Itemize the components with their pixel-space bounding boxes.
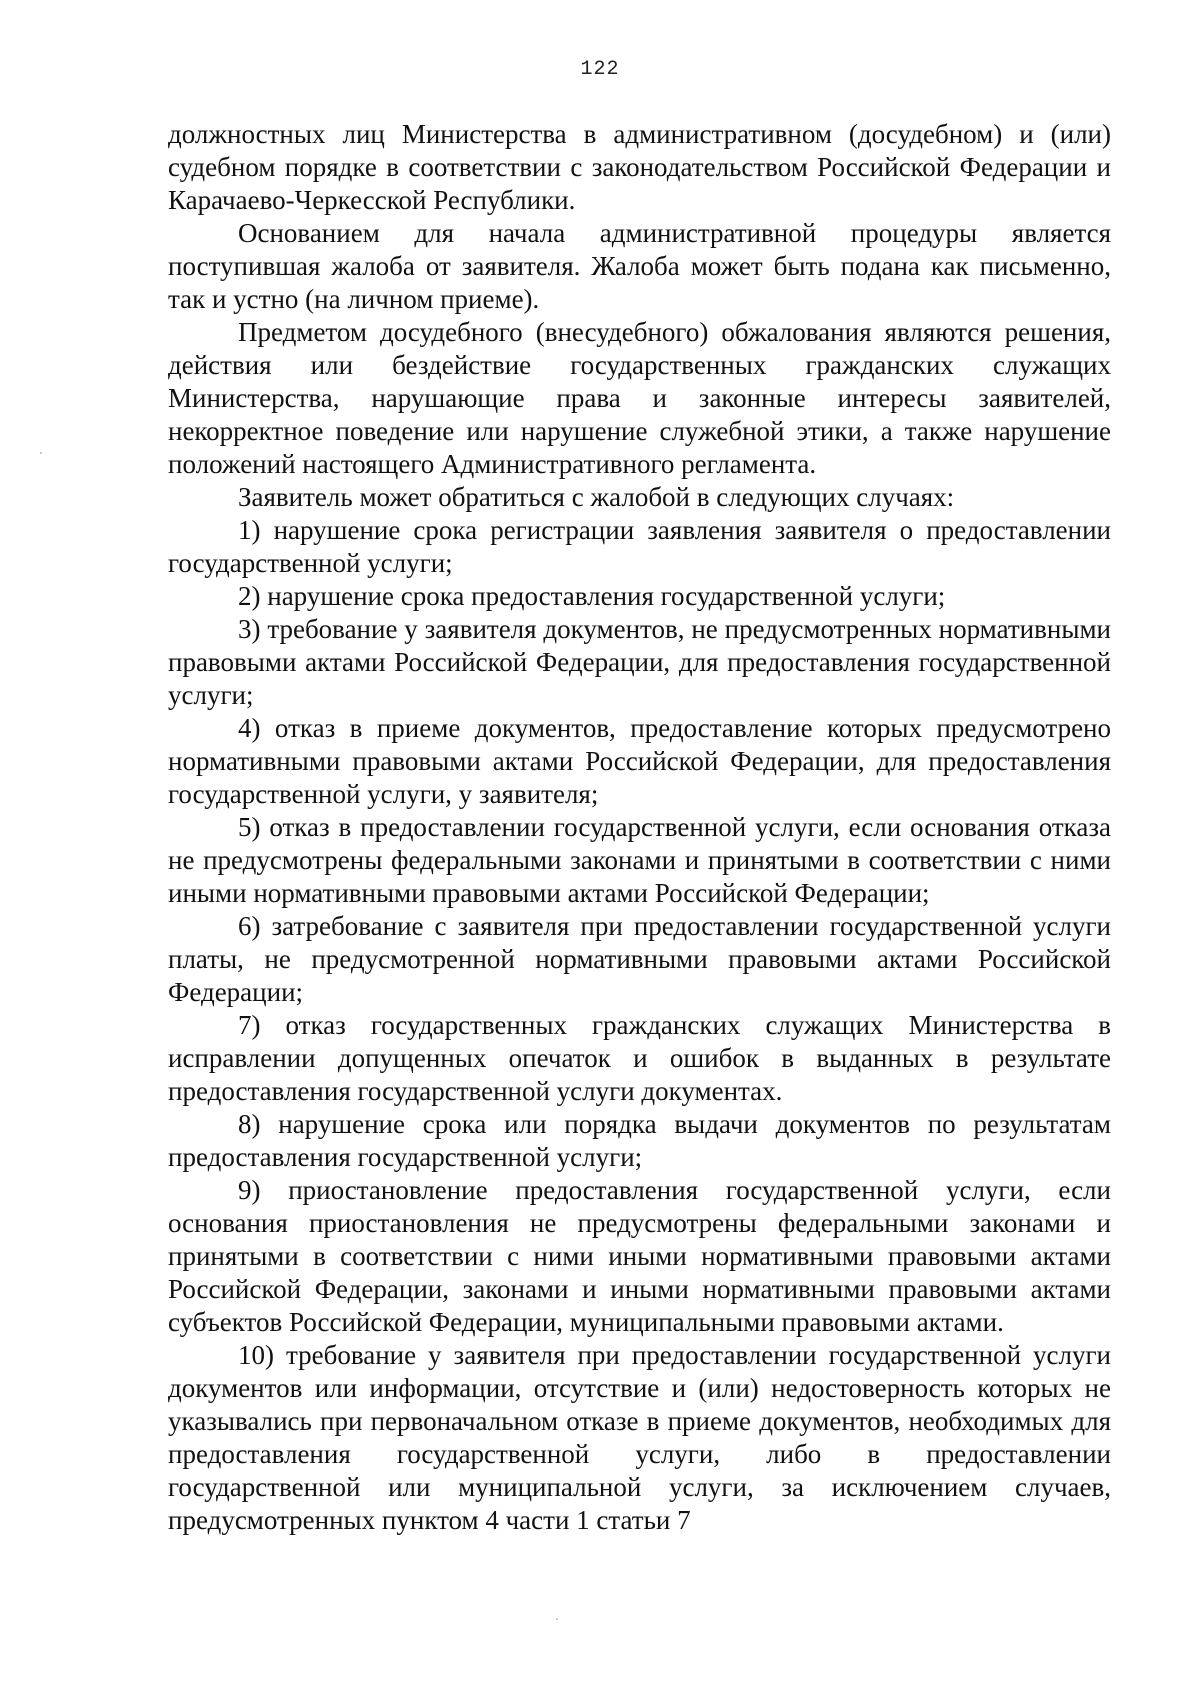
- list-item-9: 9) приостановление предоставления государственной услуги, если основания приостановления не предусмотрены федеральными законами и принятыми в соответствии с ними иными нормативными правовыми актами Российской Федерации, законами и иными нормативными правовыми актами субъектов Российской Федерации, муниципальными правовыми актами.: [168, 1175, 1111, 1337]
- list-item-8: 8) нарушение срока или порядка выдачи документов по результатам предоставления государственной услуги;: [168, 1109, 1111, 1172]
- list-item-3: 3) требование у заявителя документов, не предусмотренных нормативными правовыми актами Российской Федерации, для предоставления государственной услуги;: [168, 614, 1111, 710]
- scan-artifact: [556, 1618, 558, 1620]
- paragraph-complaint-cases-intro: Заявитель может обратиться с жалобой в следующих случаях:: [238, 482, 955, 512]
- list-item-4: 4) отказ в приеме документов, предоставление которых предусмотрено нормативными правовыми актами Российской Федерации, для предоставления государственной услуги, у заявителя;: [168, 713, 1111, 809]
- list-item-6: 6) затребование с заявителя при предоставлении государственной услуги платы, не предусмотренной нормативными правовыми актами Российской Федерации;: [168, 911, 1111, 1007]
- document-body: [168, 118, 1111, 1537]
- list-item-7: 7) отказ государственных гражданских служащих Министерства в исправлении допущенных опечаток и ошибок в выданных в результате предоставления государственной услуги документах.: [168, 1010, 1111, 1106]
- list-item-10: 10) требование у заявителя при предоставлении государственной услуги документов или информации, отсутствие и (или) недостоверность которых не указывались при первоначальном отказе в приеме документов, необходимых для предоставления государственной услуги, либо в предоставлении государственной или муниципальной услуги, за исключением случаев, предусмотренных пунктом 4 части 1 статьи 7: [168, 1340, 1111, 1535]
- list-item-1: 1) нарушение срока регистрации заявления заявителя о предоставлении государственной услуги;: [168, 515, 1111, 578]
- paragraph-procedure-basis: Основанием для начала административной процедуры является поступившая жалоба от заявителя. Жалоба может быть подана как письменно, так и устно (на личном приеме).: [168, 218, 1111, 314]
- paragraph-appeal-subject: Предметом досудебного (внесудебного) обжалования являются решения, действия или бездействие государственных гражданских служащих Министерства, нарушающие права и законные интересы заявителей, некорректное поведение или нарушение служебной этики, а также нарушение положений настоящего Административного регламента.: [168, 317, 1111, 479]
- scan-artifact: [40, 452, 42, 454]
- list-item-5: 5) отказ в предоставлении государственной услуги, если основания отказа не предусмотрены федеральными законами и принятыми в соответствии с ними иными нормативными правовыми актами Российской Федерации;: [168, 812, 1111, 908]
- page-number: 122: [580, 58, 620, 81]
- paragraph-continuation: должностных лиц Министерства в административном (досудебном) и (или) судебном порядке в соответствии с законодательством Российской Федерации и Карачаево-Черкесской Республики.: [168, 119, 1111, 215]
- list-item-2: 2) нарушение срока предоставления государственной услуги;: [238, 581, 946, 611]
